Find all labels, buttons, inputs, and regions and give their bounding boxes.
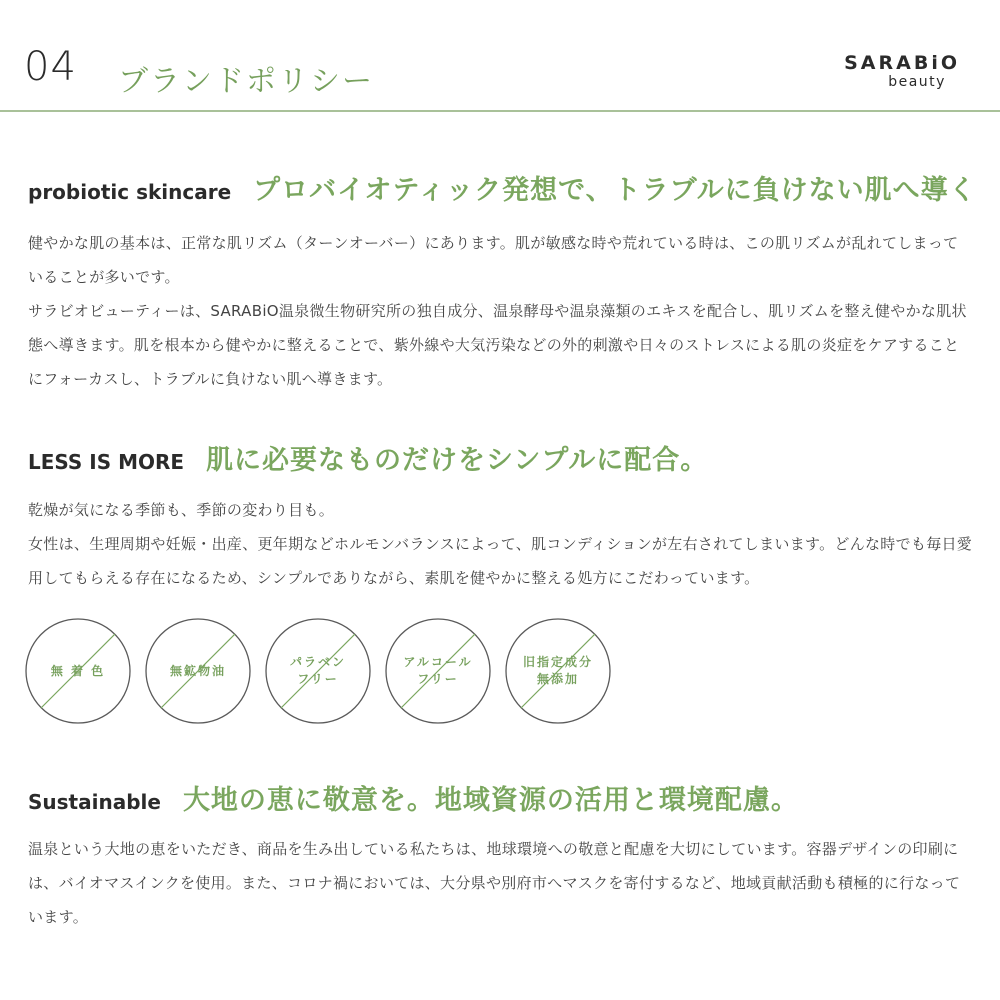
section-heading: プロバイオティック発想で、トラブルに負けない肌へ導く (253, 175, 977, 206)
brand-logo (844, 52, 960, 90)
badge-label: アルコール フリー (403, 655, 473, 686)
badge-paraben-free (264, 617, 372, 725)
ingredient-free-badges (24, 617, 612, 725)
section-less-is-more-body (28, 493, 973, 595)
paragraph: 女性は、生理周期や妊娠・出産、更年期などホルモンバランスによって、肌コンディションが左右されてしまいます。どんな時でも毎日愛用してもらえる存在になるため、シンプルでありながら、素肌を健やかに整える処方にこだわっています。 (28, 535, 973, 587)
section-tag: Sustainable (28, 790, 161, 814)
section-sustainable-body (28, 832, 973, 934)
section-heading: 大地の恵に敬意を。地域資源の活用と環境配慮。 (182, 785, 799, 816)
badge-label: パラベン フリー (289, 655, 346, 686)
section-number: 04 (24, 44, 77, 90)
section-heading: 肌に必要なものだけをシンプルに配合。 (206, 445, 709, 476)
page-title: ブランドポリシー (118, 64, 374, 99)
section-sustainable-head (28, 778, 799, 817)
logo-main-text: SARABiO (844, 52, 960, 74)
section-probiotic-body (28, 226, 973, 396)
header-divider (0, 110, 1000, 112)
badge-label: 無鉱物油 (169, 663, 226, 678)
badge-no-color (24, 617, 132, 725)
paragraph: 乾燥が気になる季節も、季節の変わり目も。 (28, 501, 335, 519)
badge-label: 無 着 色 (50, 663, 106, 678)
paragraph: 健やかな肌の基本は、正常な肌リズム（ターンオーバー）にあります。肌が敏感な時や荒れている時は、この肌リズムが乱れてしまっていることが多いです。 (28, 234, 959, 286)
section-less-is-more-head (28, 438, 708, 477)
section-probiotic-head (28, 168, 977, 207)
badge-no-designated-ingredients (504, 617, 612, 725)
logo-sub-text: beauty (888, 74, 946, 90)
badge-no-mineral-oil (144, 617, 252, 725)
section-tag: LESS IS MORE (28, 450, 185, 474)
page-header (0, 0, 1000, 112)
section-tag: probiotic skincare (28, 180, 232, 204)
badge-label: 旧指定成分 無添加 (522, 655, 593, 686)
paragraph: サラビオビューティーは、SARABiO温泉微生物研究所の独自成分、温泉酵母や温泉藻類のエキスを配合し、肌リズムを整え健やかな肌状態へ導きます。肌を根本から健やかに整えることで、紫外線や大気汚染などの外的刺激や日々のストレスによる肌の炎症をケアすることにフォーカスし、トラブルに負けない肌へ導きます。 (28, 302, 967, 388)
paragraph: 温泉という大地の恵をいただき、商品を生み出している私たちは、地球環境への敬意と配慮を大切にしています。容器デザインの印刷には、バイオマスインクを使用。また、コロナ禍においては、大分県や別府市へマスクを寄付するなど、地域貢献活動も積極的に行なっています。 (28, 840, 961, 926)
badge-alcohol-free (384, 617, 492, 725)
